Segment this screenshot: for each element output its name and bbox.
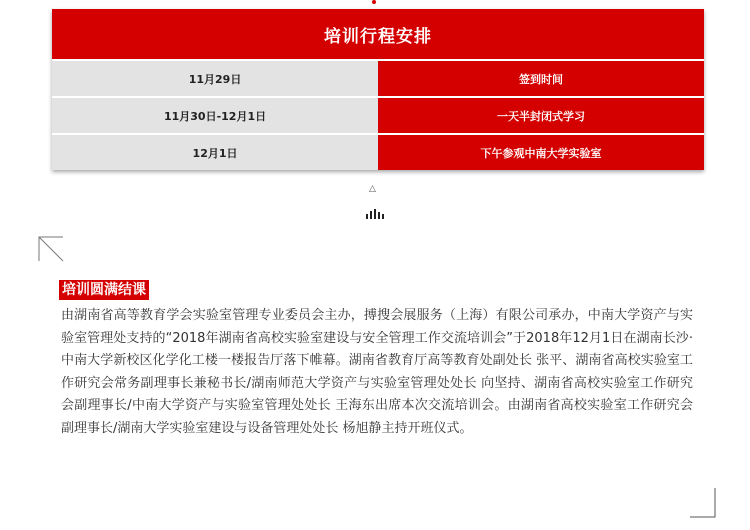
section-heading: 培训圆满结课 xyxy=(59,280,149,300)
schedule-row xyxy=(52,97,704,134)
schedule-date: 12月1日 xyxy=(52,134,378,170)
schedule-event: 签到时间 xyxy=(378,60,704,97)
bar-chart-icon[interactable] xyxy=(365,209,389,219)
schedule-row xyxy=(52,60,704,97)
schedule-title: 培训行程安排 xyxy=(52,9,704,60)
top-accent-dot xyxy=(372,0,376,4)
schedule-date: 11月29日 xyxy=(52,60,378,97)
schedule-date: 11月30日-12月1日 xyxy=(52,97,378,134)
schedule-table xyxy=(52,9,704,170)
collapse-caret-icon[interactable]: △ xyxy=(369,184,376,194)
schedule-event: 下午参观中南大学实验室 xyxy=(378,134,704,170)
crop-corner-bottom-right-icon xyxy=(690,488,716,518)
article-paragraph: 由湖南省高等教育学会实验室管理专业委员会主办，搏搜会展服务（上海）有限公司承办，中南大学资产与实验室管理处支持的“2018年湖南省高校实验室建设与安全管理工作交流培训会”于2018年12月1日在湖南长沙·中南大学新校区化学化工楼一楼报告厅落下帷幕。湖南省教育厅高等教育处副处长 张平、湖南省高校实验室工作研究会常务副理事长兼秘书长/湖南师范大学资产与实验室管理处处长 向坚持、湖南省高校实验室工作研究会副理事长/中南大学资产与实验室管理处处长 王海东出席本次交流培训会。由湖南省高校实验室工作研究会副理事长/湖南大学实验室建设与设备管理处处长 杨旭静主持开班仪式。 xyxy=(61,308,693,436)
crop-corner-top-left-icon xyxy=(38,236,64,262)
schedule-event: 一天半封闭式学习 xyxy=(378,97,704,134)
schedule-row xyxy=(52,134,704,170)
